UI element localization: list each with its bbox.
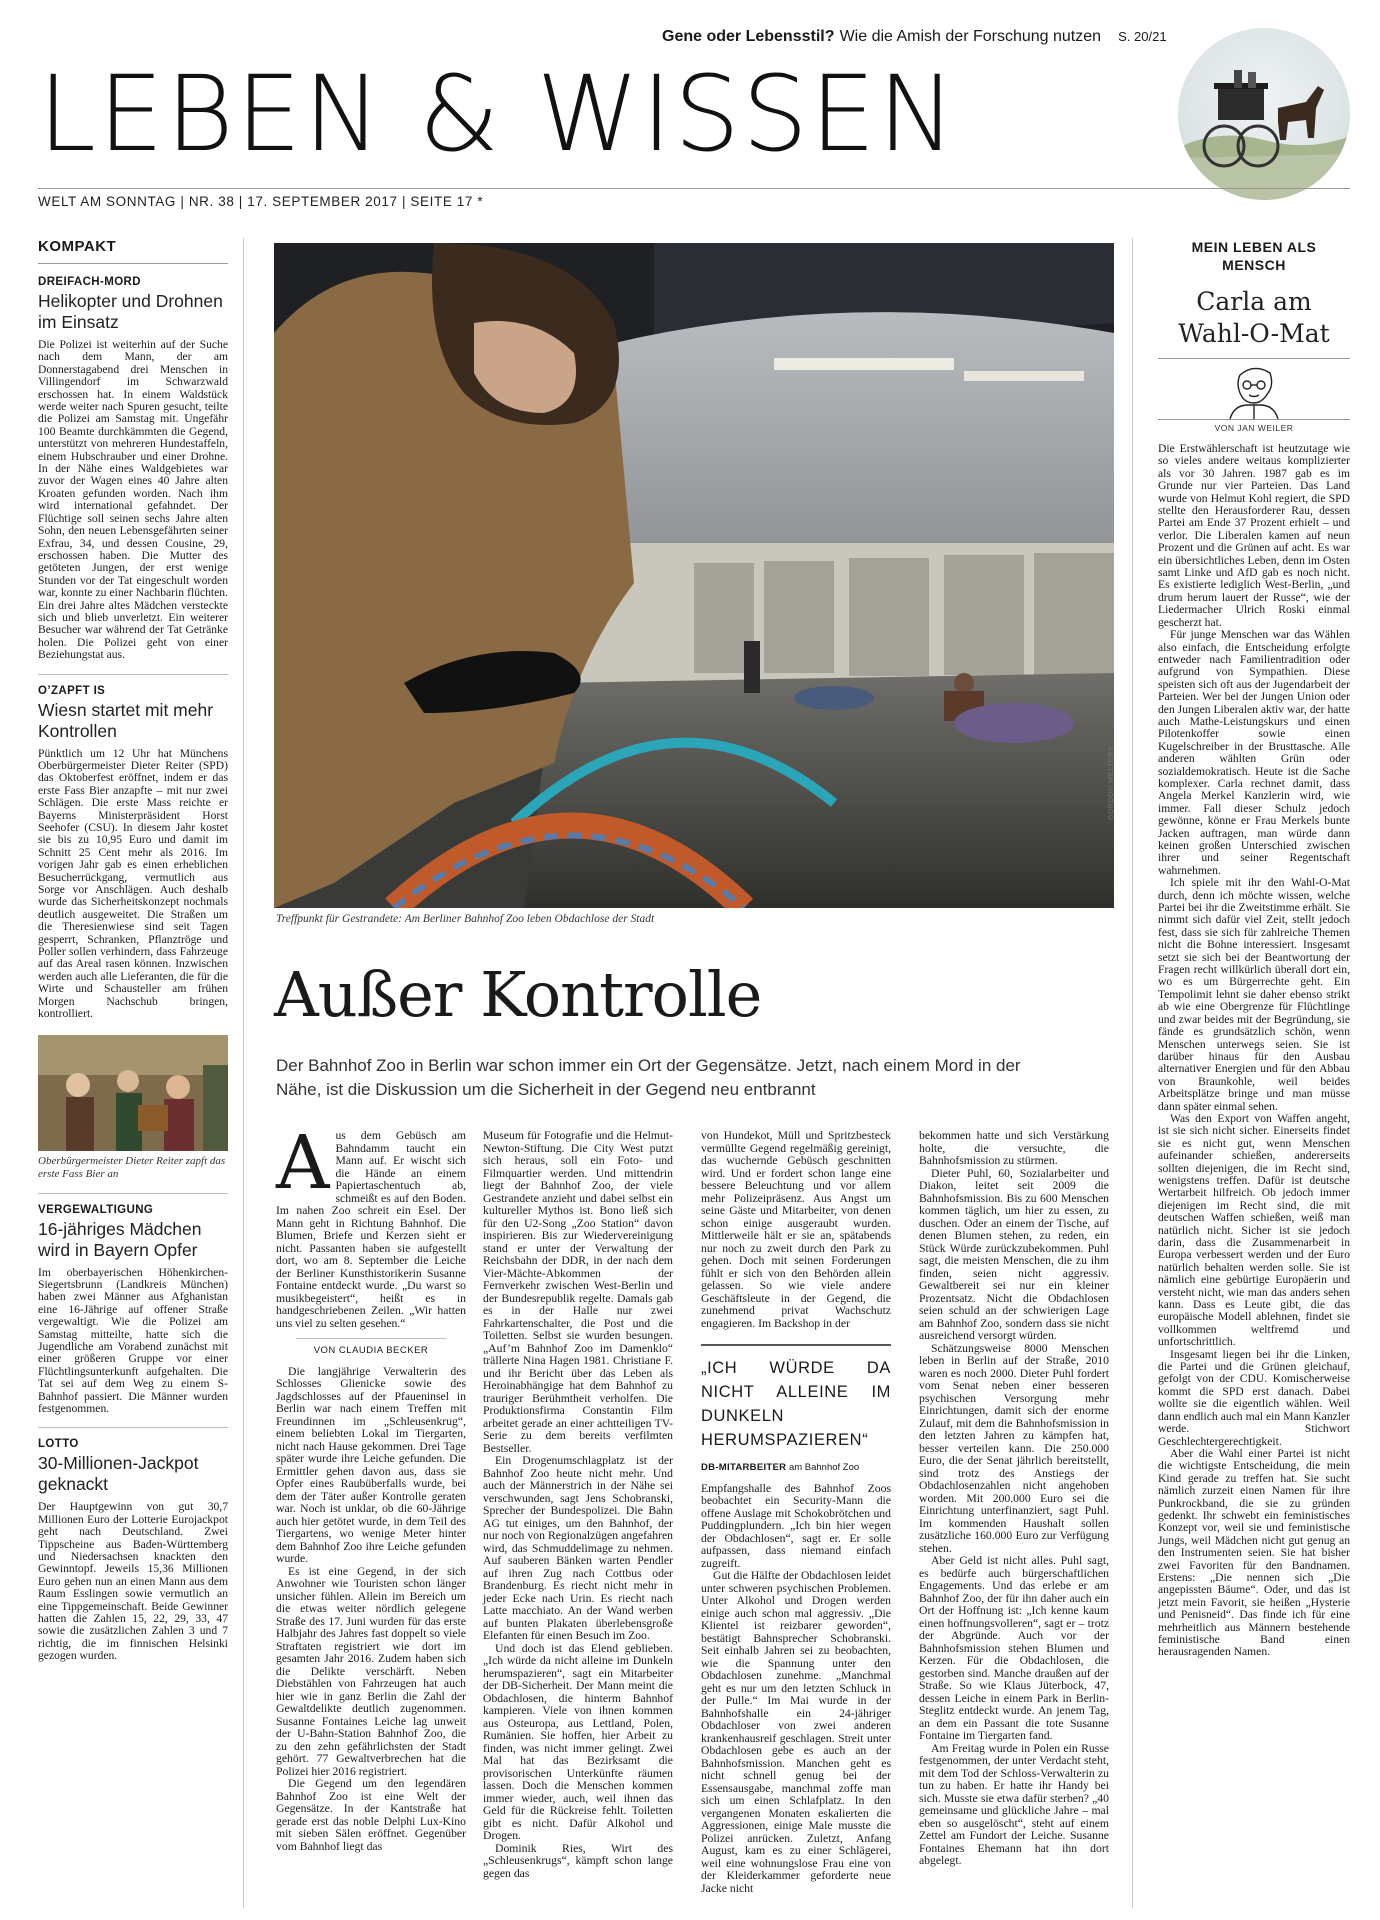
article-paragraph: von Hundekot, Müll und Spritzbesteck vermüllte Gegend regelmäßig gereinigt, das wuchernde Gebüsch geschnitten wird. Und er fordert schon lange eine bessere Beleuchtung und vor allem mehr Polizeipräsenz. Aus Angst um seine Gäste und Mitarbeiter, von denen schon einige ausgeraubt wurden. Mittlerweile hält er sie an, spätabends nur noch zu zweit durch den Park zu gehen. Doch mit seinen Forderungen fühlt er sich von den Behörden allein gelassen. So wie viele andere Geschäftsleute in der Gegend, die zunehmend privat Wachschutz engagieren. Im Backshop in der: [701, 1129, 891, 1330]
item-body: Pünktlich um 12 Uhr hat Münchens Oberbürgermeister Dieter Reiter (SPD) das Oktoberfest eröffnet, indem er das erste Fass Bier anzapfte – mit nur zwei Schlägen. Die erste Mass reichte er Bayerns Ministerpräsident Horst Seehofer (CSU). In diesem Jahr kostet sie bis zu 10,95 Euro und damit im Schnitt 25 Cent mehr als 2016. Im vorigen Jahr gab es einen erheblichen Besucherrückgang, vermutlich aus Sorge vor Anschlägen. Auch deshalb wurde das Sicherheitskonzept nochmals deutlich ausgeweitet. Die Straßen um die Theresienwiese sind seit Tagen gesperrt, Schranken, Pflanztröge und Poller sollen verhindern, dass Fahrzeuge auf das Areal rasen können. Inzwischen werden auch alle Lieferanten, die für die Wirte und Schausteller am frühen Morgen Nachschub bringen, kontrolliert.: [38, 746, 228, 1021]
teaser-image: [1178, 28, 1350, 200]
kompakt-column: [38, 238, 228, 1663]
item-divider: [38, 1193, 228, 1194]
article-paragraph: Am Freitag wurde in Polen ein Russe festgenommen, der unter Verdacht steht, mit dem Tod der Schloss-Verwalterin zu tun zu haben. Er hatte ihr Handy bei sich. Musste sie etwa dafür sterben? „40 gemeinsame und glückliche Jahre – mal eben so ausgelöscht“, steht auf einem Zettel am Fundort der Leiche. Susanne Fontaines Ehemann hat ihn dort abgelegt.: [919, 1741, 1109, 1867]
article-paragraph: Es ist eine Gegend, in der sich Anwohner wie Touristen schon länger unsicher fühlen. Allein im Bereich um die etwas weiter nördlich gelegene Straße des 17. Juni wurden für das erste Halbjahr des Jahres fast doppelt so viele Straftaten registriert wie dort im gesamten Jahr 2016. Zudem haben sich die Delikte verschärft. Neben Diebstählen von Fahrzeugen hat auch hier wie in ganz Berlin die Zahl der Gewaltdelikte deutlich zugenommen. Susanne Fontaines Leiche lag unweit der U-Bahn-Station Bahnhof Zoo, die zu den zehn gefährlichsten der Stadt gehört. 77 Gewaltverbrechen hat die Polizei hier 2016 registriert.: [276, 1564, 466, 1778]
article-paragraph: Aber Geld ist nicht alles. Puhl sagt, es bedürfe auch bürgerschaftlichen Engagements. Und das erlebe er am Bahnhof Zoo, der für ihn daher auch ein Ort der Hoffnung ist: „Ich kenne kaum einen hoffnungsvolleren“, sagt er – trotz der Abgründe. Auch vor der Bahnhofsmission stehen Blumen und Kerzen. Für die Obdachlosen, die gestorben sind. Manche draußen auf der Straße. So wie Klaus Jüterbock, 47, dessen Leiche in einem Park in Berlin-Steglitz entdeckt wurde. An jenem Tag, an dem ein Passant die tote Susanne Fontaine im Tiergarten fand.: [919, 1554, 1109, 1742]
article-column-2: [483, 1130, 673, 1880]
column-divider: [243, 238, 244, 1908]
item-kicker: DREIFACH-MORD: [38, 276, 141, 288]
column-title: Carla am Wahl-O-Mat: [1178, 287, 1330, 348]
pull-quote-source: DB-MITARBEITER: [701, 1462, 787, 1473]
article-paragraph: Dieter Puhl, 60, Sozialarbeiter und Diakon, leitet seit 2009 die Bahnhofsmission. Bis zu 600 Menschen kommen täglich, um hier zu essen, zu duschen. Oder an einem der Tische, auf denen Blumen stehen, zu reden, ein Stück Würde zurückzubekommen. Puhl sagt, die meisten Menschen, die zu ihm finden, seien nicht aggressiv. Gewaltbereit sei nur ein kleiner Prozentsatz. Nicht die Obdachlosen seien schuld an der schwierigen Lage am Bahnhof Zoo, sondern dass sie nicht ausreichend versorgt würden.: [919, 1166, 1109, 1342]
item-body: Im oberbayerischen Höhenkirchen-Siegertsbrunn (Landkreis München) haben zwei Männer aus Afghanistan eine 16-Jährige auf offener Straße vergewaltigt. Wie die Polizei am Samstag mitteilte, hatte sich die Jugendliche am Vorabend zunächst mit einer größeren Gruppe vor einer Flüchtlingsunterkunft aufgehalten. Die Tat sei auf dem Weg zu einem S-Bahnhof passiert. Die Männer wurden festgenommen.: [38, 1265, 228, 1415]
article-paragraph: Und doch ist das Elend geblieben. „Ich würde da nicht alleine im Dunkeln herumspazieren“, sagt ein Mitarbeiter der DB-Sicherheit. Der Mann meint die Obdachlosen, die hinterm Bahnhof kampieren. Viele von ihnen kommen aus Osteuropa, aus Lettland, Polen, Rumänien. Sie hoffen, hier Arbeit zu finden, was nicht immer gelingt. Zwei Mal hat das Bezirksamt die provisorischen Unterkünfte räumen lassen. Doch die Menschen kommen immer wieder, auch, weil ihnen das Geld für die Rückreise fehlt. Toiletten gibt es nicht. Dafür Alkohol und Drogen.: [483, 1641, 673, 1842]
item-kicker: VERGEWALTIGUNG: [38, 1203, 154, 1216]
kompakt-item[interactable]: [38, 685, 228, 1181]
article-column-3: [701, 1130, 891, 1895]
item-divider: [38, 1427, 228, 1428]
teaser-page: S. 20/21: [1118, 29, 1167, 44]
item-headline: Helikopter und Drohnen im Einsatz: [38, 291, 223, 332]
article-column-1: [276, 1120, 466, 1853]
pull-quote-text: „ICH WÜRDE DA NICHT ALLEINE IM DUNKELN HERUMSPAZIEREN“: [701, 1359, 891, 1449]
photo-caption: Treffpunkt für Gestrandete: Am Berliner Bahnhof Zoo leben Obdachlose der Stadt: [276, 913, 655, 925]
column-paragraph: Insgesamt liegen bei ihr die Linken, die Partei und die Grünen gleichauf, gefolgt von der CDU. Komischerweise kommt die SPD erst danach. Dabei wollte sie die eigentlich wählen. Weil dann endlich auch mal ein Mann Kanzler werde. Stichwort Geschlechtergerechtigkeit.: [1158, 1347, 1350, 1448]
kompakt-section-title: KOMPAKT: [38, 238, 117, 255]
teaser[interactable]: [662, 26, 1167, 46]
kompakt-rule: [38, 263, 228, 264]
pull-quote: [701, 1344, 891, 1475]
article-byline: VON CLAUDIA BECKER: [296, 1338, 446, 1358]
author-portrait: [1158, 358, 1350, 419]
column-paragraph: Was den Export von Waffen angeht, ist sie sich nicht sicher. Einerseits findet sie es nicht gut, wenn Menschen aufeinander schießen, andererseits sollten diejenigen, die im Recht sind, wenigstens treffen. Dafür ist deutsche Wertarbeit hilfreich. Ob jedoch immer diejenigen im Recht sind, die mit deutschen Waffen schießen, weiß man natürlich nicht. Sicher ist sie jedoch darin, dass die Zusammenarbeit in Europa verbessert werden und der Euro natürlich behalten werden solle. Sie ist nämlich eine gebürtige Europäerin und versteht nicht, wie man das anders sehen kann. Dass es Leute gibt, die das europäische Modell ablehnen, findet sie vollkommen weltfremd und unfortschrittlich.: [1158, 1111, 1350, 1349]
column-section-title: MEIN LEBEN ALS MENSCH: [1191, 239, 1317, 273]
column-byline: VON JAN WEILER: [1158, 419, 1350, 433]
item-body: Der Hauptgewinn von gut 30,7 Millionen Euro der Lotterie Eurojackpot geht nach Deutschland. Zwei Tippscheine aus Baden-Württemberg und Niedersachsen knackten den Gewinntopf. Jeweils 15,36 Millionen Euro gehen nun an einen Mann aus dem Raum Esslingen sowie vermutlich an eine Tippgemeinschaft. Beide Gewinner hatten die Zahlen 15, 22, 29, 33, 47 sowie die zusätzlichen Zahlen 3 und 7 richtig, die im finnischen Helsinki gezogen wurden.: [38, 1500, 228, 1663]
oktoberfest-photo: [38, 1035, 228, 1151]
article-paragraph: us dem Gebüsch am Bahndamm taucht ein Mann auf. Er wischt sich die Hände an einem Papiertaschentuch ab, schmeißt es auf den Boden. Im nahen Zoo schreit ein Esel. Der Mann geht in Richtung Bahnhof. Die Blumen, Briefe und Kerzen sieht er nicht. Passanten haben sie aufgestellt dort, wo am 8. September die Leiche der Berliner Kunsthistorikerin Susanne Fontaine entdeckt wurde. „Du warst so musikbegeistert“, heißt es in handgeschriebenen Zeilen. „Wir hatten uns viel zu selten gesehen.“: [276, 1129, 466, 1330]
article-paragraph: Schätzungsweise 8000 Menschen leben in Berlin auf der Straße, 2010 waren es noch 2000. Dieter Puhl fordert vom Senat neben einer besseren psychischen Versorgung mehr Einrichtungen, damit sich der enorme Zulauf, mit dem die Bahnhofsmission in den letzten Jahren zu kämpfen hat, besser verteilen kann. Die 250.000 Euro, die der Senat jährlich bereitstellt, sind trotz des Anstiegs der Obdachlosenzahlen nicht angehoben worden. Mit 200.000 Euro sei die Einrichtung unterfinanziert, sagt Puhl. Im kommenden Haushalt sollen zusätzliche 160.000 Euro zur Verfügung stehen.: [919, 1341, 1109, 1555]
item-kicker: O’ZAPFT IS: [38, 684, 106, 697]
column-paragraph: Die Erstwählerschaft ist heutzutage wie so vieles andere weitaus komplizierter als vor 30 Jahren. 1987 gab es im Grunde nur vier Parteien. Das Land wurde von Helmut Kohl regiert, die SPD stellte den Herausforderer Rau, dessen Partei am Ende 37 Prozent erhielt – und verlor. Die Liberalen kamen auf neun Prozent und die Grünen auf acht. Es war ein übersichtliches Leben, denn im Osten samt Linke und AfD gab es noch nicht. Es existierte lediglich West-Berlin, „und drum herum lauert der Russe“, wie der Liedermacher Ulrich Roski einmal gescherzt hat.: [1158, 442, 1350, 629]
pull-quote-source-detail: am Bahnhof Zoo: [788, 1462, 860, 1473]
article-paragraph: Dominik Ries, Wirt des „Schleusenkrugs“, kämpft schon lange gegen das: [483, 1841, 673, 1880]
article-paragraph: Ein Drogenumschlagplatz ist der Bahnhof Zoo heute nicht mehr. Und auch der Männerstrich in der Nähe sei verschwunden, sagt Jens Schobranski, Sprecher der Bundespolizei. Die Bahn AG tut einiges, um den Bahnhof, der nur noch von Regionalzügen angefahren wird, das Schmuddelimage zu nehmen. Auf sauberen Bänken warten Pendler auf ihren Zug nach Cottbus oder Brandenburg. Es riecht nicht mehr in jeder Ecke nach Urin. Es riecht nach Latte macchiato. An der Wand werben auf bunten Plakaten überlebensgroße Elefanten für einen Besuch im Zoo.: [483, 1454, 673, 1642]
item-kicker: LOTTO: [38, 1438, 79, 1451]
column-paragraph: Ich spiele mit ihr den Wahl-O-Mat durch, denn ich möchte wissen, welche Partei bei ihr die Zweitstimme erhält. Sie nimmt sich dafür viel Zeit, stellt jedoch fest, dass sie sich für zahlreiche Themen nicht die Bohne interessiert. Insgesamt setzt sie sich bei der Beantwortung der Fragen recht willkürlich überall dort ein, wo es um Bürgerrechte geht. Ein Tempolimit lehnt sie daher ebenso strikt ab wie eine Obergrenze für Flüchtlinge und zwar beides mit der Begründung, sie fände es grundsätzlich schön, wenn Menschen unterwegs seien. Sie ist darüber hinaus für den Ausbau alternativer Energien und für den Abbau von Braunkohle, weil beides Arbeitsplätze bringe und man müsse dann später einmal sehen.: [1158, 876, 1350, 1113]
article-paragraph: Museum für Fotografie und die Helmut-Newton-Stiftung. Die City West putzt sich heraus, soll ein Foto- und Filmquartier werden. Und mittendrin liegt der Bahnhof Zoo, der viele Gestrandete anzieht und dabei selbst ein kultureller Mythos ist. Bono ließ sich für den U2-Song „Zoo Station“ davon inspirieren. Bis zur Wiedervereinigung stand er unter der Verwaltung der Reichsbahn der DDR, in der nach dem Vier-Mächte-Abkommen der Fernverkehr zwischen West-Berlin und der Bundesrepublik regelte. Damals gab es in der Halle nur zwei Fahrkartenschalter, die Post und die Toiletten. Selbst sie wurden besungen. „Auf’m Bahnhof Zoo im Damenklo“ trällerte Nina Hagen 1981. Christiane F. und ihr Bericht über das Leben als Heroinabhängige hat dem Bahnhof zu trauriger Berühmtheit verholfen. Die Produktionsfirma Constantin Film arbeitet gerade an einer achtteiligen TV-Serie zu dem bereits verfilmten Bestseller.: [483, 1129, 673, 1455]
dateline: WELT AM SONNTAG | NR. 38 | 17. SEPTEMBER 2017 | SEITE 17 *: [38, 194, 484, 209]
article-paragraph: bekommen hatte und sich Verstärkung holte, die versuchte, die Bahnhofsmission zu stürmen.: [919, 1129, 1109, 1167]
kompakt-item[interactable]: [38, 276, 228, 662]
item-body: Die Polizei ist weiterhin auf der Suche nach dem Mann, der am Donnerstagabend drei Menschen in Villingendorf im Schwarzwald erschossen hat. In einem Waldstück werde weiter nach Spuren gesucht, teilte die Polizei am Samstag mit. Ungefähr 100 Beamte durchkämmten die Gegend, unterstützt von mehreren Hundestaffeln, einem Hubschrauber und einer Drohne. In der Nähe eines Waldgebietes war zuvor der Wagen eines 40 Jahre alten Kroaten gefunden worden. Nach ihm wird international gefahndet. Der Flüchtige soll seinen sechs Jahre alten Sohn, den neuen Lebensgefährten seiner Exfrau, 34, und dessen Cousine, 29, erschossen haben. Die Mutter des getöteten Jungen, der erst wenige Stunden vor der Tat eingeschult worden war, konnte zu einer Nachbarin flüchten. Ein drei Jahre altes Mädchen versteckte sich und blieb unverletzt. Ein weiterer Besucher war während der Tat Getränke holen. Die Polizei geht von einer Beziehungstat aus.: [38, 338, 228, 662]
item-headline: Wiesn startet mit mehr Kontrollen: [38, 699, 214, 741]
article-paragraph: Empfangshalle des Bahnhof Zoos beobachtet ein Security-Mann die offene Auslage mit Schokobrötchen und Puddingplundern. „Ich bin hier wegen der Obdachlosen“, sagt er. Er solle aufpassen, dass niemand einfach zugreift.: [701, 1481, 891, 1570]
masthead-rule: [38, 188, 1350, 189]
kompakt-item[interactable]: [38, 1438, 228, 1662]
column-body: [1158, 443, 1350, 1659]
article-paragraph: Gut die Hälfte der Obdachlosen leidet unter schweren psychischen Problemen. Unter Alkohol und Drogen werden einige auch schon mal aggressiv. „Die Klientel ist reizbarer geworden“, bestätigt Bahnsprecher Schobranski. Seit einhalb Jahren sei zu beobachten, wie die Spannung unter den Obdachlosen zunehme. „Manchmal geht es nur um den letzten Schluck in der Pulle.“ Im Mai wurde in der Bahnhofshalle ein 24-jähriger Obdachloser von zwei anderen krankenhausreif geschlagen. Streit unter Obdachlosen gebe es auch an der Bahnhofsmission. Manchen geht es nicht schnell genug bei der Essensausgabe, manchmal zoffe man sich um einen Schlafplatz. In den vergangenen Monaten eskalierten die Aggressionen, einige Male musste die Polizei anrücken. Zuletzt, Anfang August, kam es zu einer Schlägerei, weil eine wohnungslose Frau eine von der Kleiderkammer geforderte neue Jacke nicht: [701, 1569, 891, 1895]
teaser-headline: Gene oder Lebensstil?: [662, 28, 835, 45]
column-divider: [1132, 238, 1133, 1908]
main-photo: [274, 243, 1114, 908]
kompakt-item[interactable]: [38, 1204, 228, 1416]
item-divider: [38, 674, 228, 675]
photo-credit: GORDON WELTERS: [1108, 746, 1115, 820]
article-paragraph: Die langjährige Verwalterin des Schlosses Glienicke sowie des Jagdschlosses auf der Pfaueninsel in Berlin war nach einem Treffen mit Freundinnen im „Schleusenkrug“, einem beliebten Lokal im Tiergarten, nicht nach Hause gekommen. Drei Tage später wurde ihre Leiche gefunden. Die Ermittler gehen davon aus, dass sie Opfer eines Raubüberfalls wurde, bei dem der Täter außer Kontrolle geraten war. Noch ist unklar, ob die 60-Jährige auch hier getötet wurde, in dem Teil des Tiergartens, wo wenige Meter hinter dem Bahnhof Zoo ihre Leiche gefunden wurde.: [276, 1364, 466, 1565]
section-masthead: LEBEN & WISSEN: [38, 53, 958, 175]
column-paragraph: Für junge Menschen war das Wählen also einfach, die Entscheidung erfolgte entweder nach Familientradition oder aufgrund von Sympathien. Diese speisten sich oft aus der Jugendarbeit der Parteien. Wer bei der Jungen Union oder den Jungen Liberalen aktiv war, der hatte auch Mathe-Leistungskurs und einen Pilotenkoffer sowie einen Kugelschreiber in der Brusttasche. Alle anderen wählten Grün oder sozialdemokratisch. Heute ist die Sache komplexer. Carla rechnet damit, dass Angela Merkel Kanzlerin wird, wie immer. Fall dieser Schulz jedoch gewönne, könne er Frau Merkels bunte Jacken auftragen, man würde dann keinen großen Unterschied zwischen ihrer und seiner Regentschaft wahrnehmen.: [1158, 628, 1350, 877]
item-headline: 16-jähriges Mädchen wird in Bayern Opfer: [38, 1218, 202, 1260]
pull-quote-attribution: [701, 1462, 891, 1475]
article-paragraph: Die Gegend um den legendären Bahnhof Zoo ist eine Welt der Gegensätze. In der Kantstraße hat gerade erst das noble Delphi Lux-Kino mit sieben Sälen eröffnet. Gegenüber vom Bahnhof liegt das: [276, 1777, 466, 1853]
item-headline: 30-Millionen-Jackpot geknackt: [38, 1453, 199, 1495]
column-paragraph: Aber die Wahl einer Partei ist nicht die wichtigste Entscheidung, die mein Kind gerade zu treffen hat. Sie sucht nämlich zurzeit einen Namen für ihre Punkrockband, die sie zu gründen gedenkt. Ihr schwebt ein feministisches Konzept vor, weil sie und feministische Jungs, weil Mädchen nicht gut genug an den Instrumenten seien. Sie hat bisher zwei Favoriten für den Bandnamen. Erstens: „Die nennen sich „Die angepissten Bäume“. Oder, und das ist jetzt mein Favorit, sie heißen „Hysterie und Penisneid“. Das finde ich für eine mehrheitlich aus Männern bestehende feministische Band einen herausragenden Namen.: [1158, 1446, 1350, 1659]
article-title: Außer Kontrolle: [274, 958, 762, 1031]
article-subhead: Der Bahnhof Zoo in Berlin war schon immer ein Ort der Gegensätze. Jetzt, nach einem Mord in der Nähe, ist die Diskussion um die Sicherheit in der Gegend neu entbrannt: [276, 1056, 1021, 1099]
column-mein-leben: [1158, 238, 1350, 1659]
teaser-text: Wie die Amish der Forschung nutzen: [839, 28, 1102, 45]
dropcap: A: [276, 1120, 330, 1206]
article-column-4: [919, 1130, 1109, 1868]
oktoberfest-caption: Oberbürgermeister Dieter Reiter zapft das erste Fass Bier an: [38, 1154, 226, 1180]
